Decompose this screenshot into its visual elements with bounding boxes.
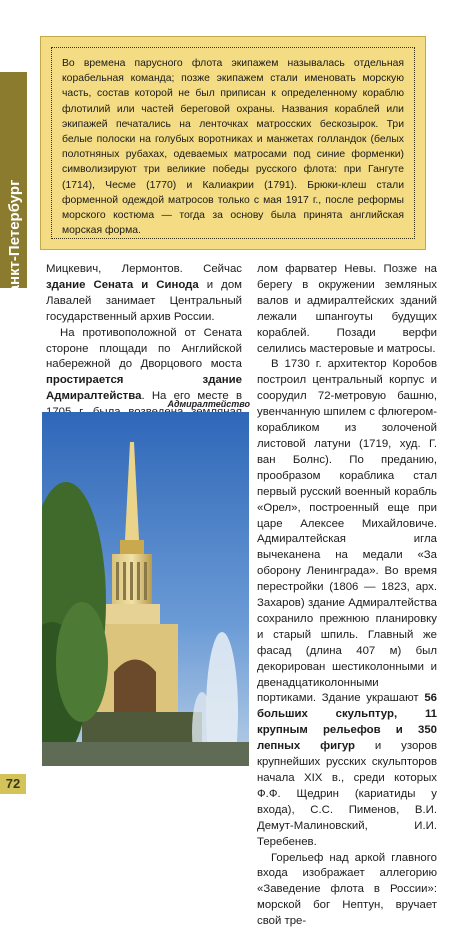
- admiralty-photo: [42, 412, 249, 766]
- info-box: [40, 36, 426, 250]
- section-title: Санкт-Петербург: [6, 179, 23, 305]
- right-paragraph-3: Горельеф над аркой главного входа изображает аллегорию «Заведение флота в России»: морской бог Нептун, вручает свой тре-: [257, 851, 437, 928]
- page-number: 72: [0, 774, 26, 794]
- info-box-text: Во времена парусного флота экипажем называлась отдельная корабельная команда; позже экипажем стали именовать морскую часть, состав которой не был приписан к определенному кораблю флотилий или частей береговой охраны. Названия кораблей или экипажей печатались на ленточках матросских бескозырок. Три белые полоски на голубых воротниках и манжетах голландок (белых полотняных рубахах, одеваемых матросами под синие форменки) символизируют три великие победы русского флота: при Гангуте (1714), Чесме (1770) и Калиакрии (1791). Брюки-клеш стали форменной одеждой матросов только с мая 1917 г., после реформы морского костюма — тогда за основу была принята английская морская форма.: [51, 47, 415, 239]
- left-column: [46, 262, 242, 437]
- text-span: и дом Лавалей занимает Центральный государственный архив России.: [46, 278, 242, 323]
- right-paragraph-1: лом фарватер Невы. Позже на берегу в окружении земляных валов и адмиралтейских зданий лежали шпангоуты будущих кораблей. Позади верфи селились мастеровые и матросы.: [257, 263, 437, 355]
- bold-text: здание Сената и Синода: [46, 278, 199, 291]
- text-span: В 1730 г. архитектор Коробов построил центральный корпус и соорудил 72-метровую башню, увенчанную шпилем с флюгером-корабликом из золоченой листовой латуни (1719, худ. Г. ван Болнс). По преданию, прообразом кораблика стал первый русский военный корабль «Орел», построенный еще при царе Алексее Михайловиче. Адмиралтейская игла вычеканена на медали «За оборону Ленинграда». Во время перестройки (1806 — 1823, арх. Захаров) здание Адмиралтейства сохранило прежнюю планировку и старый шпиль. Главный же фасад (длина 407 м) был декорирован шестиколонными и двенадцатиколонными портиками. Здание украшают: [257, 358, 437, 705]
- left-paragraph-1: [46, 262, 242, 326]
- text-span: На противоположной от Сената стороне площади по Английской набережной до Дворцового моста: [46, 326, 242, 371]
- bold-text: простирается: [46, 374, 124, 387]
- right-column: [257, 262, 437, 930]
- bold-text: 56 больших скульптур, 11 крупным рельефов и 350 лепных фигур: [257, 692, 437, 753]
- section-sidebar: [0, 72, 27, 305]
- text-span: Мицкевич, Лермонтов. Сейчас: [46, 263, 242, 275]
- text-span: и узоров крупнейших русских скульпторов начала XIX в., среди которых Ф.Ф. Щедрин (кариатиды у входа), С.С. Пименов, В.И. Демут-Малиновский, И.И. Теребенев.: [257, 740, 437, 848]
- photo-caption: Адмиралтейство: [167, 399, 250, 409]
- text-span: [123, 374, 202, 386]
- right-paragraph-2: [257, 357, 437, 850]
- text-span: . На его месте в: [141, 390, 242, 403]
- bold-text: здание Адмиралтейства: [46, 374, 242, 403]
